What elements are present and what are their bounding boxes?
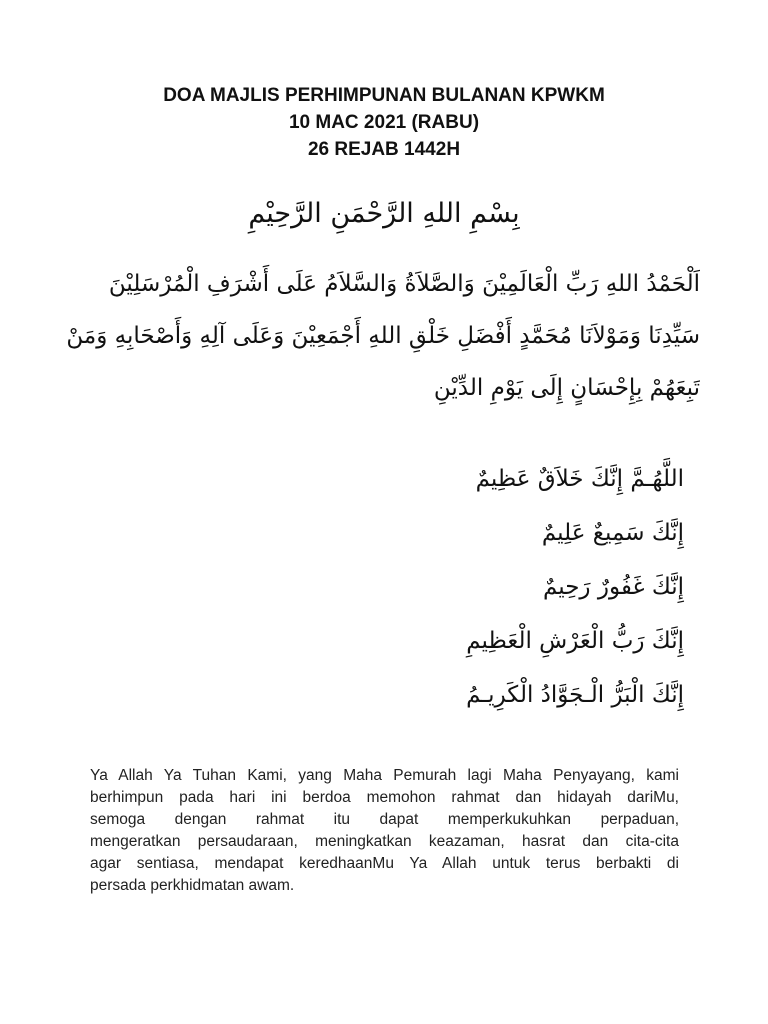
attribute-line-2: إِنَّكَ سَمِيعٌ عَلِيمٌ (541, 520, 684, 546)
document-header (0, 82, 768, 163)
hijri-date: 26 REJAB 1442H (307, 139, 461, 160)
translation-line-6: persada perkhidmatan awam. (90, 877, 295, 894)
translation-line-1: Ya Allah Ya Tuhan Kami, yang Maha Pemurah lagi Maha Penyayang, kami (90, 767, 679, 784)
opening-line-1: اَلْحَمْدُ اللهِ رَبِّ الْعَالَمِيْنَ وَالصَّلاَةُ وَالسَّلاَمُ عَلَى أَشْرَفِ الْمُرْسَلِيْنَ (108, 271, 700, 297)
document-title: DOA MAJLIS PERHIMPUNAN BULANAN KPWKM (163, 85, 605, 106)
opening-line-2: سَيِّدِنَا وَمَوْلاَنَا مُحَمَّدٍ أَفْضَلِ خَلْقِ اللهِ أَجْمَعِيْنَ وَعَلَى آلِهِ وَأَصْحَابِهِ وَمَنْ (66, 323, 700, 349)
attribute-line-4: إِنَّكَ رَبُّ الْعَرْشِ الْعَظِيمِ (466, 628, 684, 654)
basmalah: بِسْمِ اللهِ الرَّحْمَنِ الرَّحِيْمِ (248, 198, 520, 229)
malay-translation-paragraph (90, 765, 679, 897)
gregorian-date: 10 MAC 2021 (RABU) (288, 112, 480, 133)
attribute-line-3: إِنَّكَ غَفُورٌ رَحِيمٌ (542, 574, 684, 600)
attribute-line-1: اللَّهُـمَّ إِنَّكَ خَلاَقٌ عَظِيمٌ (475, 466, 684, 492)
translation-line-3: semoga dengan rahmat itu dapat memperkukuhkan perpaduan, (90, 811, 679, 828)
attribute-line-5: إِنَّكَ الْبَرُّ الْـجَوَّادُ الْكَرِيـمُ (466, 682, 684, 708)
opening-praise-paragraph (64, 258, 700, 414)
divine-attributes-list (200, 452, 684, 722)
translation-line-2: berhimpun pada hari ini berdoa memohon rahmat dan hidayah dariMu, (90, 789, 679, 806)
translation-line-5: agar sentiasa, mendapat keredhaanMu Ya Allah untuk terus berbakti di (90, 855, 679, 872)
opening-line-3: تَبِعَهُمْ بِإِحْسَانٍ إِلَى يَوْمِ الدِّيْنِ (433, 375, 700, 401)
translation-line-4: mengeratkan persaudaraan, meningkatkan keazaman, hasrat dan cita-cita (90, 833, 679, 850)
